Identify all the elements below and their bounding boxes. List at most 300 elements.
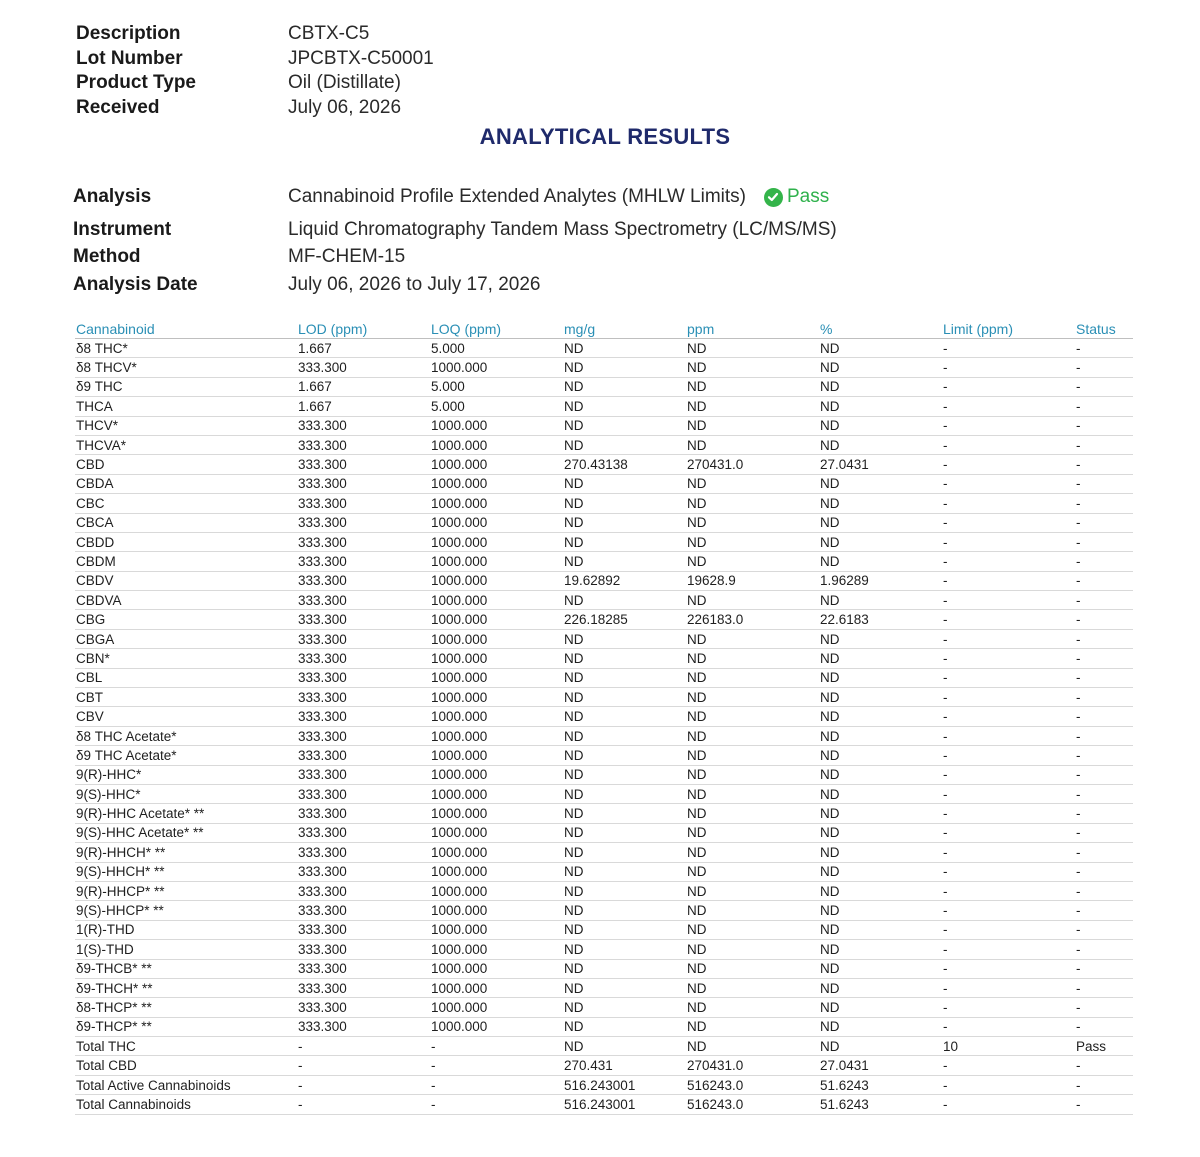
column-header: ppm (686, 320, 819, 339)
table-cell: ND (819, 668, 942, 687)
table-cell: ND (686, 629, 819, 648)
table-cell: ND (686, 339, 819, 358)
table-cell: ND (686, 513, 819, 532)
table-cell: ND (686, 416, 819, 435)
table-cell: CBD (75, 455, 297, 474)
table-cell: ND (686, 668, 819, 687)
table-cell: ND (686, 1017, 819, 1036)
table-row (75, 920, 1133, 939)
table-row (75, 494, 1133, 513)
table-cell: Total Active Cannabinoids (75, 1075, 297, 1094)
table-cell: - (1075, 649, 1133, 668)
table-cell: ND (563, 707, 686, 726)
table-cell: 9(S)-HHC Acetate* ** (75, 823, 297, 842)
table-cell: ND (563, 746, 686, 765)
table-cell: - (942, 688, 1075, 707)
table-cell: CBV (75, 707, 297, 726)
table-cell: 1000.000 (430, 726, 563, 745)
table-cell: 1000.000 (430, 920, 563, 939)
table-cell: δ9 THC Acetate* (75, 746, 297, 765)
table-cell: 9(R)-HHCH* ** (75, 843, 297, 862)
table-cell: ND (819, 552, 942, 571)
column-header: mg/g (563, 320, 686, 339)
table-cell: 1000.000 (430, 1017, 563, 1036)
table-cell: 333.300 (297, 532, 430, 551)
table-cell: 1000.000 (430, 416, 563, 435)
table-cell: ND (563, 998, 686, 1017)
table-cell: Total CBD (75, 1056, 297, 1075)
table-cell: ND (686, 377, 819, 396)
table-cell: 333.300 (297, 843, 430, 862)
table-row (75, 881, 1133, 900)
table-cell: 1000.000 (430, 901, 563, 920)
table-cell: 333.300 (297, 610, 430, 629)
table-cell: - (942, 823, 1075, 842)
table-row (75, 435, 1133, 454)
table-cell: CBC (75, 494, 297, 513)
table-cell: ND (819, 920, 942, 939)
table-cell: 1000.000 (430, 571, 563, 590)
table-cell: ND (563, 978, 686, 997)
sample-field (76, 47, 434, 72)
check-circle-icon (764, 188, 783, 207)
table-cell: 333.300 (297, 649, 430, 668)
table-cell: ND (686, 881, 819, 900)
table-cell: ND (819, 707, 942, 726)
table-row (75, 804, 1133, 823)
table-cell: - (1075, 610, 1133, 629)
table-cell: ND (819, 881, 942, 900)
table-cell: ND (563, 532, 686, 551)
detail-value: July 06, 2026 to July 17, 2026 (288, 273, 541, 295)
table-cell: ND (686, 765, 819, 784)
table-cell: 1000.000 (430, 629, 563, 648)
table-cell: δ8-THCP* ** (75, 998, 297, 1017)
table-cell: ND (819, 377, 942, 396)
table-cell: - (942, 843, 1075, 862)
table-cell: 22.6183 (819, 610, 942, 629)
table-cell: 333.300 (297, 668, 430, 687)
table-cell: ND (686, 823, 819, 842)
table-row (75, 513, 1133, 532)
table-cell: 1000.000 (430, 862, 563, 881)
table-cell: 1.96289 (819, 571, 942, 590)
table-cell: 333.300 (297, 358, 430, 377)
table-cell: ND (819, 649, 942, 668)
table-cell: ND (819, 940, 942, 959)
table-cell: 333.300 (297, 765, 430, 784)
table-cell: ND (686, 532, 819, 551)
table-cell: Pass (1075, 1037, 1133, 1056)
table-cell: - (942, 940, 1075, 959)
table-cell: 333.300 (297, 629, 430, 648)
table-cell: ND (819, 435, 942, 454)
table-cell: - (1075, 920, 1133, 939)
table-cell: 333.300 (297, 901, 430, 920)
table-cell: - (1075, 707, 1133, 726)
table-cell: - (942, 377, 1075, 396)
table-cell: ND (819, 978, 942, 997)
table-cell: - (1075, 746, 1133, 765)
table-row (75, 862, 1133, 881)
table-cell: 333.300 (297, 435, 430, 454)
table-cell: 333.300 (297, 998, 430, 1017)
table-cell: 333.300 (297, 571, 430, 590)
table-cell: 1000.000 (430, 707, 563, 726)
table-cell: 1000.000 (430, 474, 563, 493)
table-cell: 333.300 (297, 940, 430, 959)
table-cell: ND (686, 688, 819, 707)
table-cell: - (942, 397, 1075, 416)
table-cell: ND (819, 804, 942, 823)
table-row (75, 1095, 1133, 1114)
table-cell: δ9-THCH* ** (75, 978, 297, 997)
table-cell: - (1075, 339, 1133, 358)
table-cell: 1000.000 (430, 998, 563, 1017)
table-cell: - (942, 610, 1075, 629)
table-cell: 226183.0 (686, 610, 819, 629)
table-row (75, 610, 1133, 629)
table-cell: ND (819, 513, 942, 532)
table-row (75, 668, 1133, 687)
table-cell: - (297, 1095, 430, 1114)
table-cell: CBDA (75, 474, 297, 493)
sample-field (76, 22, 434, 47)
column-header: LOD (ppm) (297, 320, 430, 339)
table-cell: ND (563, 358, 686, 377)
table-row (75, 397, 1133, 416)
table-cell: 1.667 (297, 377, 430, 396)
table-cell: ND (819, 998, 942, 1017)
table-cell: - (942, 629, 1075, 648)
table-cell: ND (563, 843, 686, 862)
table-row (75, 1075, 1133, 1094)
table-cell: 333.300 (297, 455, 430, 474)
table-cell: ND (563, 823, 686, 842)
table-cell: ND (819, 1037, 942, 1056)
table-cell: ND (686, 784, 819, 803)
table-cell: THCA (75, 397, 297, 416)
table-row (75, 474, 1133, 493)
table-cell: 333.300 (297, 978, 430, 997)
table-cell: - (942, 416, 1075, 435)
analysis-row (73, 183, 837, 211)
table-cell: δ9-THCB* ** (75, 959, 297, 978)
table-cell: - (942, 455, 1075, 474)
table-cell: - (942, 339, 1075, 358)
table-cell: ND (819, 823, 942, 842)
table-cell: 1(S)-THD (75, 940, 297, 959)
table-cell: - (1075, 552, 1133, 571)
sample-field (76, 96, 434, 121)
analysis-info (73, 183, 837, 299)
table-cell: ND (686, 920, 819, 939)
table-cell: ND (686, 726, 819, 745)
table-cell: ND (563, 552, 686, 571)
table-cell: 1000.000 (430, 765, 563, 784)
table-cell: ND (563, 862, 686, 881)
table-cell: 1000.000 (430, 494, 563, 513)
table-cell: - (942, 804, 1075, 823)
table-cell: - (430, 1056, 563, 1075)
table-cell: ND (819, 765, 942, 784)
table-cell: ND (686, 978, 819, 997)
table-cell: 333.300 (297, 920, 430, 939)
table-cell: - (1075, 959, 1133, 978)
table-row (75, 416, 1133, 435)
table-row (75, 726, 1133, 745)
table-cell: ND (819, 726, 942, 745)
table-cell: 333.300 (297, 416, 430, 435)
table-cell: - (942, 746, 1075, 765)
table-cell: - (942, 726, 1075, 745)
table-cell: ND (686, 397, 819, 416)
table-cell: 1000.000 (430, 959, 563, 978)
table-row (75, 358, 1133, 377)
table-row (75, 784, 1133, 803)
table-cell: 1(R)-THD (75, 920, 297, 939)
table-row (75, 1037, 1133, 1056)
table-cell: - (1075, 513, 1133, 532)
table-cell: CBG (75, 610, 297, 629)
table-cell: - (942, 862, 1075, 881)
table-row (75, 649, 1133, 668)
table-cell: THCVA* (75, 435, 297, 454)
table-row (75, 765, 1133, 784)
table-cell: - (1075, 474, 1133, 493)
table-cell: ND (686, 862, 819, 881)
table-cell: 19.62892 (563, 571, 686, 590)
table-cell: 1000.000 (430, 940, 563, 959)
table-cell: - (942, 881, 1075, 900)
table-cell: 333.300 (297, 494, 430, 513)
sample-field-value: Oil (Distillate) (288, 72, 401, 94)
table-row (75, 532, 1133, 551)
table-row (75, 552, 1133, 571)
table-cell: 51.6243 (819, 1075, 942, 1094)
table-cell: 333.300 (297, 959, 430, 978)
table-cell: 1000.000 (430, 688, 563, 707)
table-cell: ND (686, 901, 819, 920)
table-cell: 333.300 (297, 688, 430, 707)
table-cell: ND (686, 707, 819, 726)
table-cell: - (297, 1075, 430, 1094)
table-cell: ND (819, 339, 942, 358)
table-cell: ND (563, 940, 686, 959)
table-cell: - (942, 532, 1075, 551)
table-cell: ND (819, 959, 942, 978)
column-header: LOQ (ppm) (430, 320, 563, 339)
table-cell: 51.6243 (819, 1095, 942, 1114)
section-title: ANALYTICAL RESULTS (479, 124, 731, 149)
table-cell: - (1075, 571, 1133, 590)
table-cell: - (942, 435, 1075, 454)
table-header-row (75, 320, 1133, 339)
table-cell: - (942, 571, 1075, 590)
table-cell: ND (819, 843, 942, 862)
table-cell: CBN* (75, 649, 297, 668)
table-cell: CBT (75, 688, 297, 707)
table-cell: - (1075, 416, 1133, 435)
table-cell: CBDV (75, 571, 297, 590)
table-cell: 9(R)-HHC* (75, 765, 297, 784)
table-cell: - (942, 494, 1075, 513)
detail-label: Analysis Date (73, 273, 198, 295)
table-cell: δ8 THC* (75, 339, 297, 358)
table-cell: - (1075, 455, 1133, 474)
table-cell: ND (563, 901, 686, 920)
table-cell: ND (819, 688, 942, 707)
table-cell: ND (563, 784, 686, 803)
table-cell: ND (819, 746, 942, 765)
table-cell: - (297, 1037, 430, 1056)
table-cell: - (942, 784, 1075, 803)
table-cell: ND (563, 959, 686, 978)
table-cell: 333.300 (297, 707, 430, 726)
table-cell: - (1075, 358, 1133, 377)
table-cell: ND (563, 629, 686, 648)
table-cell: ND (563, 339, 686, 358)
table-cell: - (942, 552, 1075, 571)
table-row (75, 377, 1133, 396)
table-cell: - (1075, 435, 1133, 454)
detail-value: Liquid Chromatography Tandem Mass Spectrometry (LC/MS/MS) (288, 218, 837, 240)
table-cell: - (942, 1095, 1075, 1114)
table-cell: - (1075, 726, 1133, 745)
table-cell: 1000.000 (430, 668, 563, 687)
table-cell: ND (686, 746, 819, 765)
detail-row (73, 216, 837, 244)
table-cell: 1000.000 (430, 552, 563, 571)
table-cell: ND (563, 513, 686, 532)
table-cell: THCV* (75, 416, 297, 435)
table-cell: ND (819, 591, 942, 610)
table-cell: 1000.000 (430, 804, 563, 823)
table-cell: 5.000 (430, 377, 563, 396)
table-cell: ND (563, 668, 686, 687)
table-cell: - (942, 1056, 1075, 1075)
table-cell: ND (563, 649, 686, 668)
table-cell: ND (686, 940, 819, 959)
table-row (75, 1056, 1133, 1075)
table-cell: ND (819, 358, 942, 377)
sample-field-label: Description (76, 23, 181, 45)
sample-field-value: July 06, 2026 (288, 96, 402, 118)
analysis-label: Analysis (73, 186, 152, 207)
table-cell: 1000.000 (430, 649, 563, 668)
table-cell: 333.300 (297, 552, 430, 571)
table-cell: ND (686, 591, 819, 610)
column-header: Status (1075, 320, 1133, 339)
sample-field-label: Product Type (76, 72, 196, 94)
table-cell: ND (563, 804, 686, 823)
table-cell: ND (819, 416, 942, 435)
column-header: Cannabinoid (75, 320, 297, 339)
table-cell: 1000.000 (430, 978, 563, 997)
table-cell: ND (819, 901, 942, 920)
table-cell: 9(R)-HHC Acetate* ** (75, 804, 297, 823)
table-cell: - (430, 1037, 563, 1056)
table-cell: CBGA (75, 629, 297, 648)
column-header: % (819, 320, 942, 339)
table-cell: δ8 THC Acetate* (75, 726, 297, 745)
table-cell: - (1075, 397, 1133, 416)
sample-info (76, 22, 434, 120)
table-cell: 1.667 (297, 397, 430, 416)
table-cell: ND (563, 1017, 686, 1036)
table-cell: 1000.000 (430, 455, 563, 474)
table-cell: 10 (942, 1037, 1075, 1056)
table-cell: 516243.0 (686, 1075, 819, 1094)
analysis-value: Cannabinoid Profile Extended Analytes (MHLW Limits) (288, 186, 746, 207)
table-cell: ND (563, 591, 686, 610)
table-cell: 333.300 (297, 804, 430, 823)
table-cell: CBDD (75, 532, 297, 551)
table-row (75, 940, 1133, 959)
table-cell: ND (686, 804, 819, 823)
table-cell: 333.300 (297, 881, 430, 900)
table-cell: 1000.000 (430, 610, 563, 629)
table-cell: - (1075, 1075, 1133, 1094)
table-cell: ND (563, 726, 686, 745)
table-cell: - (1075, 1017, 1133, 1036)
table-cell: 333.300 (297, 513, 430, 532)
table-cell: ND (686, 552, 819, 571)
table-row (75, 707, 1133, 726)
table-cell: ND (563, 474, 686, 493)
table-body (75, 339, 1133, 1115)
table-cell: ND (686, 649, 819, 668)
table-cell: ND (563, 397, 686, 416)
table-cell: ND (686, 474, 819, 493)
table-cell: ND (563, 435, 686, 454)
sample-field-label: Received (76, 96, 160, 118)
sample-field (76, 71, 434, 96)
table-cell: ND (686, 959, 819, 978)
table-cell: ND (563, 765, 686, 784)
detail-label: Method (73, 246, 141, 268)
table-cell: - (1075, 668, 1133, 687)
table-cell: 1000.000 (430, 881, 563, 900)
detail-row (73, 244, 837, 272)
table-cell: ND (819, 629, 942, 648)
table-cell: ND (563, 416, 686, 435)
table-cell: 9(S)-HHCH* ** (75, 862, 297, 881)
table-cell: 27.0431 (819, 1056, 942, 1075)
table-row (75, 571, 1133, 590)
table-cell: - (430, 1075, 563, 1094)
table-row (75, 978, 1133, 997)
table-cell: 5.000 (430, 339, 563, 358)
table-cell: - (1075, 532, 1133, 551)
table-cell: 333.300 (297, 726, 430, 745)
table-cell: - (1075, 978, 1133, 997)
table-row (75, 843, 1133, 862)
table-cell: CBDVA (75, 591, 297, 610)
detail-value: MF-CHEM-15 (288, 246, 406, 268)
table-cell: ND (563, 688, 686, 707)
table-cell: - (942, 474, 1075, 493)
table-cell: 270431.0 (686, 1056, 819, 1075)
table-cell: ND (819, 862, 942, 881)
table-cell: 516243.0 (686, 1095, 819, 1114)
table-cell: CBCA (75, 513, 297, 532)
table-cell: ND (686, 998, 819, 1017)
analysis-status-text: Pass (786, 186, 830, 207)
table-cell: 1000.000 (430, 513, 563, 532)
table-cell: ND (819, 494, 942, 513)
table-cell: ND (686, 1037, 819, 1056)
